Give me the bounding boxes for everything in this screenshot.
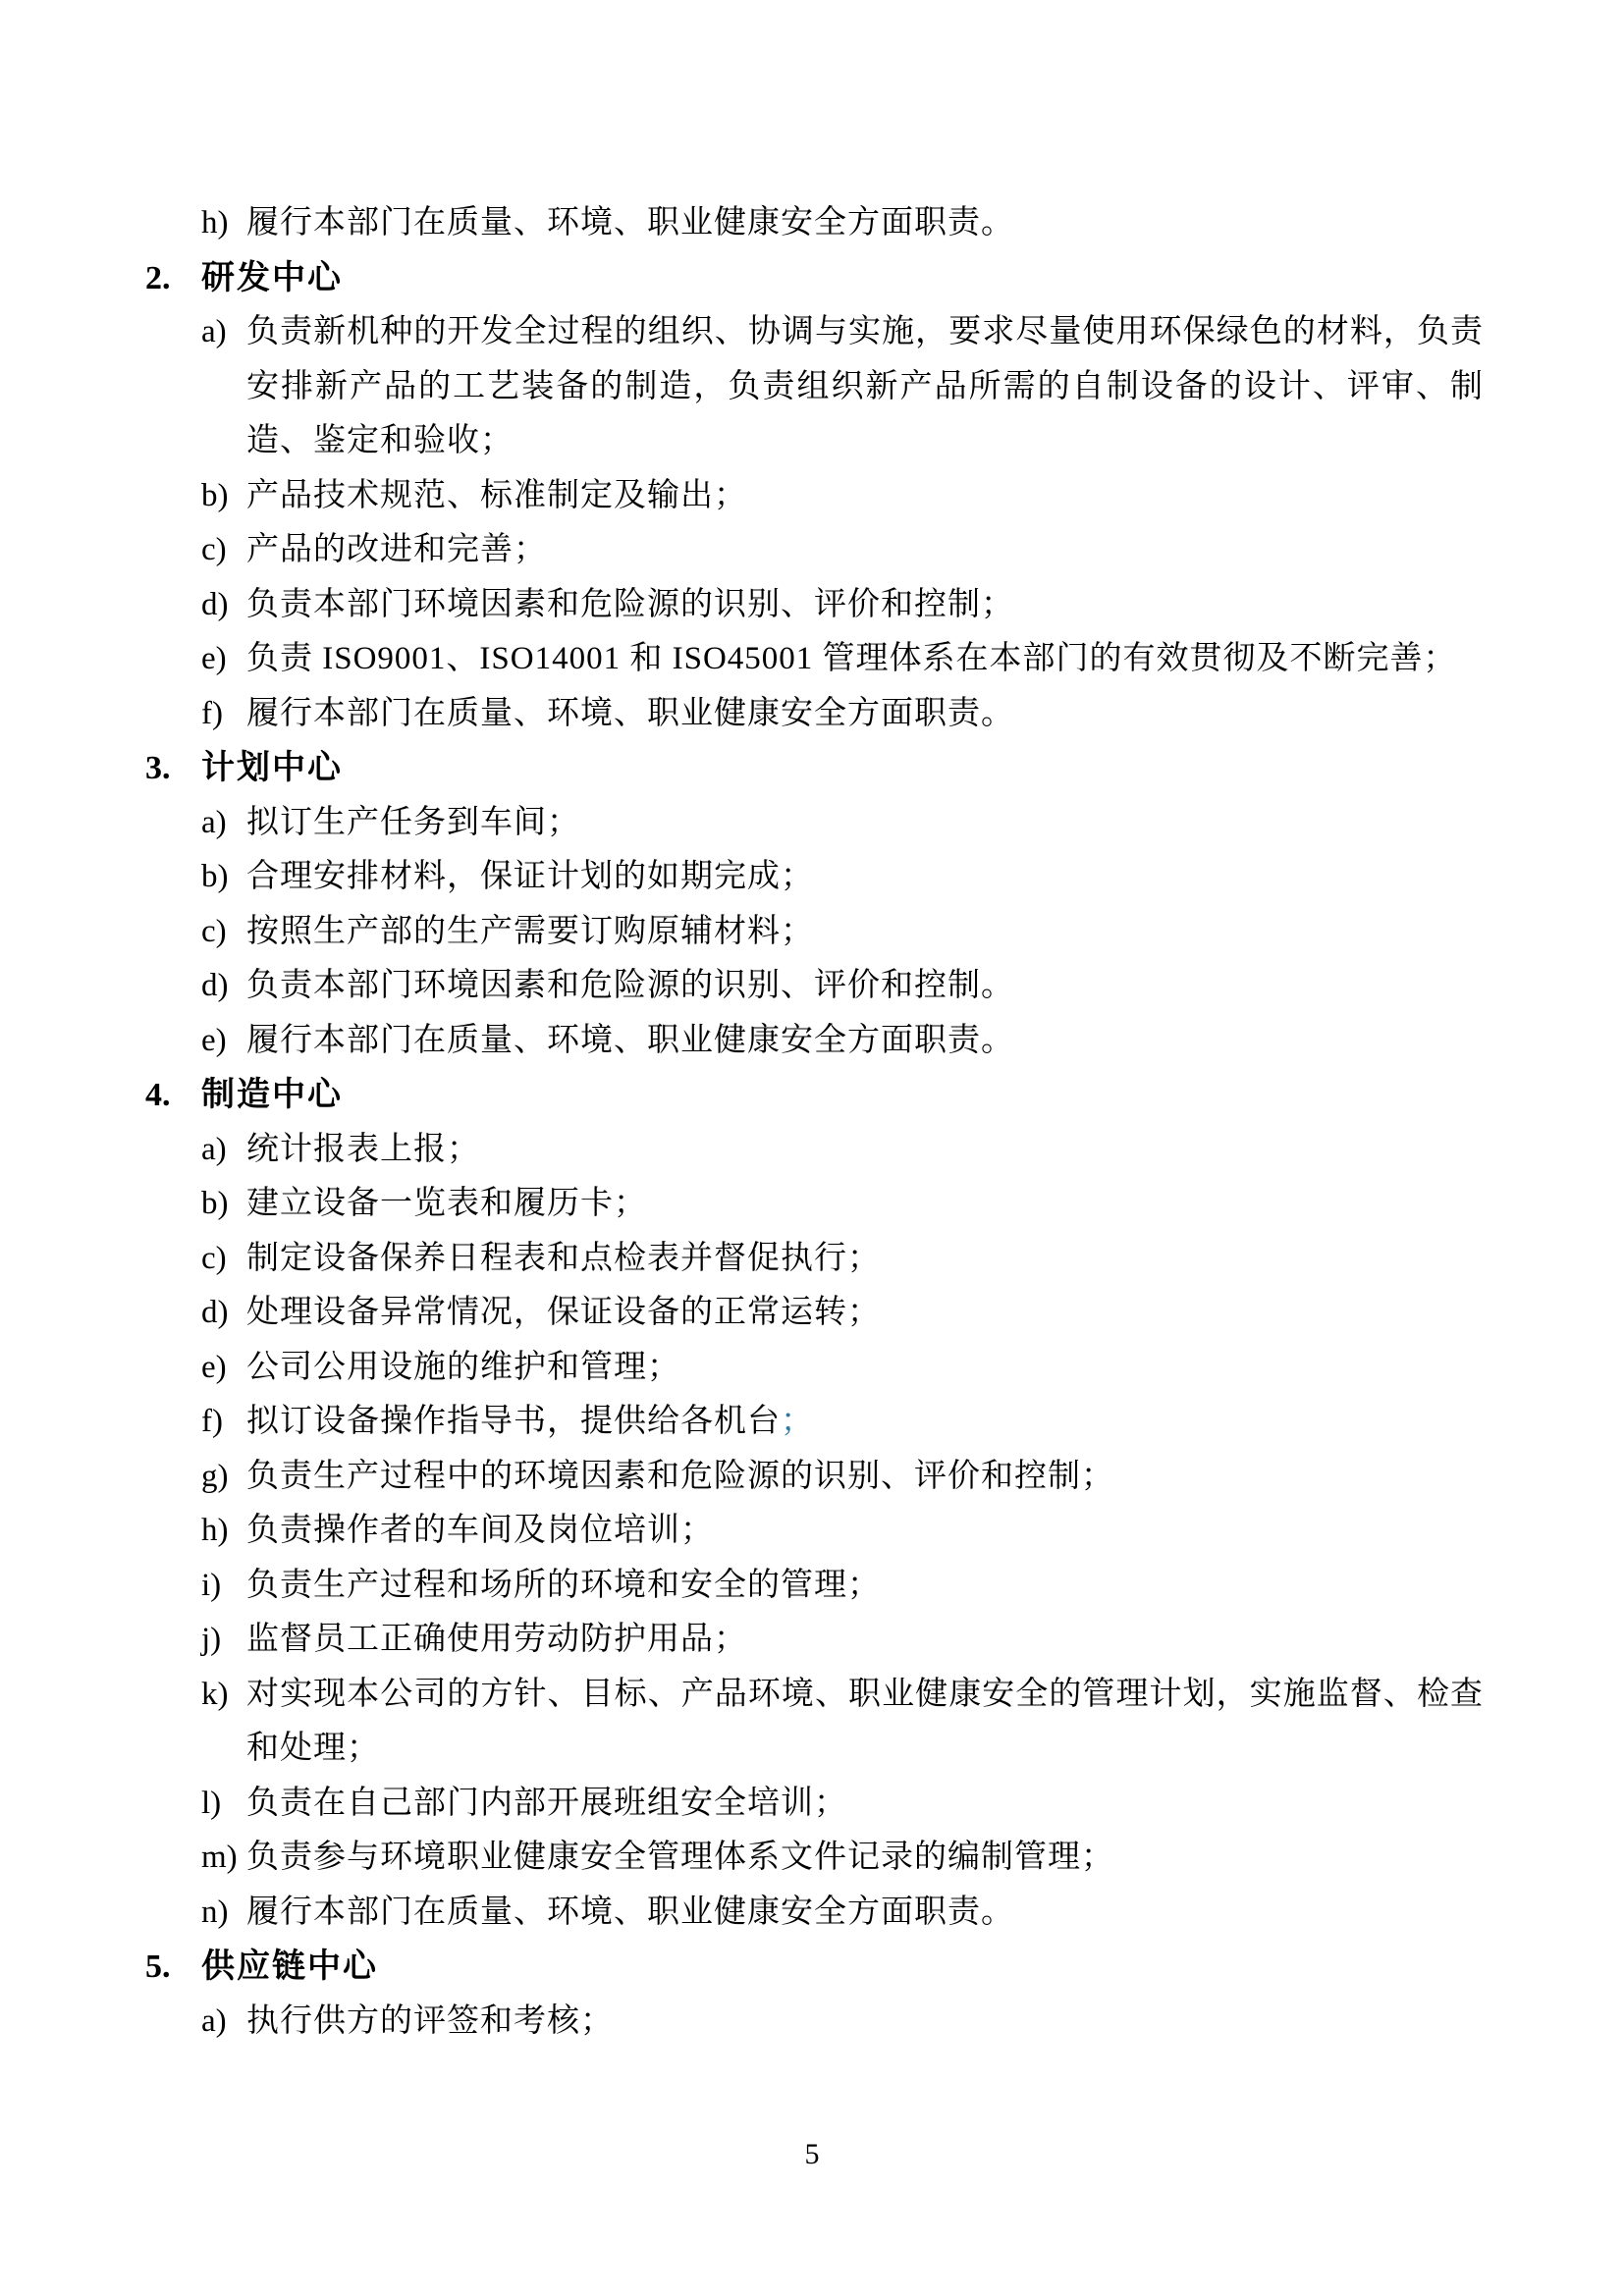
list-item-marker: j) [201, 1622, 222, 1657]
list-item-text: 负责生产过程中的环境因素和危险源的识别、评价和控制； [246, 1458, 1114, 1494]
section-number: 4. [145, 1077, 171, 1113]
list-item-marker: m) [201, 1840, 238, 1875]
list-item [201, 1341, 1484, 1396]
list-item [201, 196, 1484, 251]
list-item-marker: b) [201, 1186, 229, 1221]
list-item [201, 578, 1484, 633]
list-item [201, 1831, 1484, 1886]
list-item-marker: d) [201, 968, 229, 1003]
list-item-text: 按照生产部的生产需要订购原辅材料； [246, 913, 814, 949]
list-item [201, 1177, 1484, 1232]
list-item [201, 1504, 1484, 1559]
list-item-marker: c) [201, 913, 227, 949]
list-item [201, 1995, 1484, 2050]
document-body [145, 196, 1484, 2049]
list-item [201, 1123, 1484, 1178]
list-item-marker: f) [201, 1404, 223, 1439]
list-item [201, 1777, 1484, 1832]
accent-semicolon: ； [781, 1404, 814, 1439]
list-item-marker: h) [201, 1513, 229, 1548]
list-item-marker: d) [201, 1295, 229, 1330]
list-item-marker: a) [201, 314, 227, 349]
list-item-marker: h) [201, 205, 229, 240]
list-item-text: 拟订设备操作指导书，提供给各机台 [246, 1404, 781, 1439]
list-item [201, 1668, 1484, 1777]
list-item-text: 负责新机种的开发全过程的组织、协调与实施，要求尽量使用环保绿色的材料，负责安排新产品的工艺装备的制造，负责组织新产品所需的自制设备的设计、评审、制造、鉴定和验收； [246, 314, 1484, 458]
list-item [201, 905, 1484, 960]
section-title: 供应链中心 [201, 1948, 378, 1985]
list-item [201, 1613, 1484, 1668]
list-item-marker: f) [201, 695, 223, 731]
list-item-marker: g) [201, 1458, 229, 1494]
list-item-marker: c) [201, 532, 227, 567]
list-item-text: 负责本部门环境因素和危险源的识别、评价和控制。 [246, 968, 1014, 1003]
list-item [201, 1232, 1484, 1287]
list-item-text: 拟订生产任务到车间； [246, 804, 580, 840]
list-item-marker: n) [201, 1894, 229, 1930]
list-item-marker: a) [201, 2002, 227, 2039]
section-number: 3. [145, 750, 171, 786]
section-title: 研发中心 [201, 258, 343, 296]
page-number: 5 [804, 2138, 820, 2170]
list-item [201, 1559, 1484, 1614]
list-item [201, 1286, 1484, 1341]
section-heading-manufacturing-center [145, 1068, 1484, 1123]
list-item-text: 负责本部门环境因素和危险源的识别、评价和控制； [246, 586, 1014, 622]
section-title: 制造中心 [201, 1076, 343, 1113]
list-item [201, 469, 1484, 524]
list-item-text: 处理设备异常情况，保证设备的正常运转； [246, 1295, 881, 1330]
list-item [201, 1014, 1484, 1069]
list-item-marker: e) [201, 1022, 227, 1058]
list-item-text: 履行本部门在质量、环境、职业健康安全方面职责。 [246, 1894, 1014, 1930]
list-item-marker: k) [201, 1676, 229, 1712]
list-item-text: 制定设备保养日程表和点检表并督促执行； [246, 1240, 881, 1276]
list-item-text: 统计报表上报； [246, 1131, 480, 1167]
section-heading-planning-center [145, 741, 1484, 796]
list-item-text: 执行供方的评签和考核； [246, 2002, 614, 2039]
list-item-text: 负责操作者的车间及岗位培训； [246, 1513, 714, 1548]
list-item-text: 建立设备一览表和履历卡； [246, 1186, 647, 1221]
section-heading-supply-chain-center [145, 1940, 1484, 1995]
list-item-marker: a) [201, 1131, 227, 1167]
list-item-marker: l) [201, 1785, 222, 1821]
list-item-text: 负责 ISO9001、ISO14001 和 ISO45001 管理体系在本部门的有效贯彻及不断完善； [246, 641, 1457, 676]
list-item-text: 负责在自己部门内部开展班组安全培训； [246, 1785, 847, 1821]
list-item [201, 796, 1484, 851]
list-item [201, 850, 1484, 905]
list-item-marker: c) [201, 1240, 227, 1276]
list-item [201, 632, 1484, 687]
list-item [201, 1886, 1484, 1941]
section-number: 2. [145, 259, 171, 296]
list-item-text: 履行本部门在质量、环境、职业健康安全方面职责。 [246, 205, 1014, 240]
list-item [201, 687, 1484, 742]
list-item-text: 产品技术规范、标准制定及输出； [246, 477, 747, 513]
section-title: 计划中心 [201, 749, 343, 786]
list-item-text: 负责参与环境职业健康安全管理体系文件记录的编制管理； [246, 1840, 1114, 1875]
list-item-text: 监督员工正确使用劳动防护用品； [246, 1622, 747, 1657]
list-item [201, 1395, 1484, 1450]
list-item-marker: e) [201, 641, 227, 676]
list-item-text: 负责生产过程和场所的环境和安全的管理； [246, 1567, 881, 1603]
list-item-text: 合理安排材料，保证计划的如期完成； [246, 859, 814, 894]
list-item-marker: b) [201, 477, 229, 513]
list-item [201, 523, 1484, 578]
list-item-marker: a) [201, 804, 227, 840]
list-item-marker: i) [201, 1567, 222, 1603]
list-item-marker: b) [201, 859, 229, 894]
list-item [201, 1450, 1484, 1505]
list-item-text: 对实现本公司的方针、目标、产品环境、职业健康安全的管理计划，实施监督、检查和处理； [246, 1676, 1484, 1766]
section-heading-rd-center [145, 251, 1484, 306]
list-item-text: 产品的改进和完善； [246, 532, 547, 567]
list-item-marker: e) [201, 1349, 227, 1385]
list-item-marker: d) [201, 586, 229, 622]
list-item [201, 959, 1484, 1014]
section-number: 5. [145, 1949, 171, 1985]
list-item-text: 履行本部门在质量、环境、职业健康安全方面职责。 [246, 1022, 1014, 1058]
list-item-text: 履行本部门在质量、环境、职业健康安全方面职责。 [246, 695, 1014, 731]
list-item [201, 305, 1484, 469]
list-item-text: 公司公用设施的维护和管理； [246, 1349, 680, 1385]
